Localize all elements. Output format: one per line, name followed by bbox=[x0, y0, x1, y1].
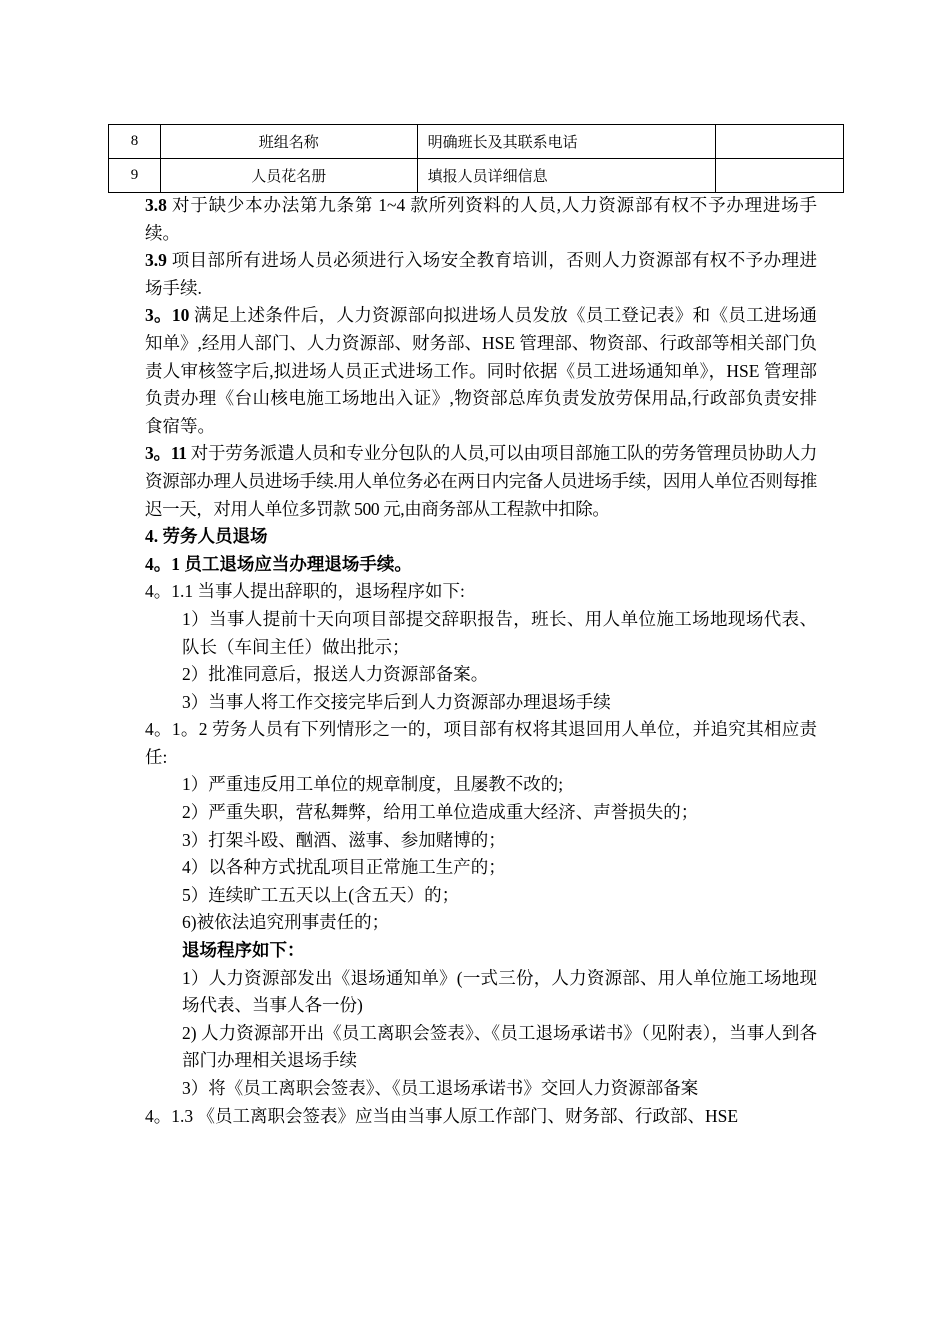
table-row bbox=[109, 125, 844, 159]
clause-number: 3.8 bbox=[145, 195, 167, 215]
clause-3-10 bbox=[145, 302, 817, 440]
list-item: 1）当事人提前十天向项目部提交辞职报告，班长、用人单位施工场地现场代表、队长（车间主任）做出批示； bbox=[182, 608, 817, 657]
document-body bbox=[145, 192, 817, 1130]
section-heading-4-1 bbox=[145, 551, 817, 579]
clause-text: 满足上述条件后，人力资源部向拟进场人员发放《员工登记表》和《员工进场通知单》,经用人部门、人力资源部、财务部、HSE 管理部、物资部、行政部等相关部门负责人审核签字后,拟进场人员正式进场工作。同时依据《员工进场通知单》，HSE 管理部负责办理《台山核电施工场地出入证》,物资部总库负责发放劳保用品,行政部负责安排食宿等。 bbox=[145, 305, 818, 436]
list-item: 2）严重失职，营私舞弊，给用工单位造成重大经济、声誉损失的； bbox=[182, 802, 699, 823]
clause-4-1-3: 4。1.3 《员工离职会签表》应当由当事人原工作部门、财务部、行政部、HSE bbox=[145, 1105, 739, 1126]
personnel-requirements-table bbox=[108, 124, 844, 193]
list-item: 1）人力资源部发出《退场通知单》(一式三份，人力资源部、用人单位施工场地现场代表、当事人各一份) bbox=[182, 967, 817, 1016]
clause-text: 对于缺少本办法第九条第 1~4 款所列资料的人员,人力资源部有权不予办理进场手续。 bbox=[145, 195, 817, 243]
item-name: 人员花名册 bbox=[160, 159, 417, 193]
clause-number: 3.9 bbox=[145, 250, 167, 271]
heading-text: 退场程序如下： bbox=[182, 940, 305, 961]
table-row bbox=[109, 159, 844, 193]
list-item: 4）以各种方式扰乱项目正常施工生产的； bbox=[182, 857, 506, 878]
list-item: 1）严重违反用工单位的规章制度，且屡教不改的; bbox=[182, 774, 564, 795]
clause-4-1-1: 4。1.1 当事人提出辞职的，退场程序如下: bbox=[145, 581, 465, 602]
list-item: 3）打架斗殴、酗酒、滋事、参加赌博的； bbox=[182, 829, 506, 850]
list-item: 3）将《员工离职会签表》、《员工退场承诺书》交回人力资源部备案 bbox=[182, 1078, 699, 1098]
heading-text: 4。1 员工退场应当办理退场手续。 bbox=[145, 553, 412, 574]
list-item: 2）批准同意后，报送人力资源部备案。 bbox=[182, 664, 489, 685]
item-note bbox=[716, 159, 844, 193]
section-heading-4 bbox=[145, 523, 817, 551]
clause-3-11 bbox=[145, 440, 817, 523]
list-item: 3）当事人将工作交接完毕后到人力资源部办理退场手续 bbox=[182, 691, 611, 712]
clause-text: 对于劳务派遣人员和专业分包队的人员,可以由项目部施工队的劳务管理员协助人力资源部办理人员进场手续.用人单位务必在两日内完备人员进场手续，因用人单位否则每推迟一天，对用人单位多罚款 500 元,由商务部从工程款中扣除。 bbox=[145, 443, 817, 519]
clause-4-1-2: 4。1。2 劳务人员有下列情形之一的，项目部有权将其退回用人单位，并追究其相应责任: bbox=[145, 719, 817, 767]
list-item: 6)被依法追究刑事责任的； bbox=[182, 912, 390, 933]
list-item: 2) 人力资源部开出《员工离职会签表》、《员工退场承诺书》（见附表），当事人到各部门办理相关退场手续 bbox=[182, 1022, 817, 1071]
row-number: 9 bbox=[109, 159, 161, 193]
item-description: 填报人员详细信息 bbox=[417, 159, 716, 193]
list-item: 5）连续旷工五天以上(含五天）的； bbox=[182, 884, 460, 905]
item-note bbox=[716, 125, 844, 159]
clause-number: 3。11 bbox=[145, 443, 187, 464]
clause-3-8 bbox=[145, 192, 817, 247]
row-number: 8 bbox=[109, 125, 161, 159]
heading-text: 4. 劳务人员退场 bbox=[145, 526, 268, 547]
item-description: 明确班长及其联系电话 bbox=[417, 125, 716, 159]
clause-3-9 bbox=[145, 247, 817, 302]
item-name: 班组名称 bbox=[160, 125, 417, 159]
clause-number: 3。10 bbox=[145, 305, 190, 326]
exit-procedure-title bbox=[145, 937, 817, 965]
clause-text: 项目部所有进场人员必须进行入场安全教育培训，否则人力资源部有权不予办理进场手续. bbox=[145, 250, 817, 298]
